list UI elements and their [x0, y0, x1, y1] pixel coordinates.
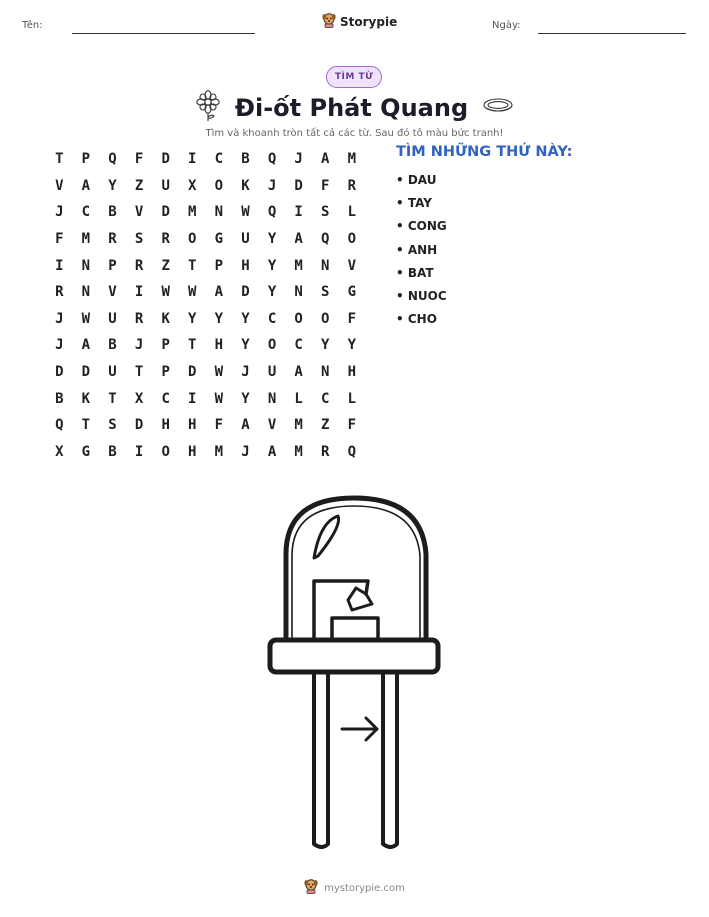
- grid-letter[interactable]: N: [321, 257, 330, 274]
- grid-letter[interactable]: R: [134, 310, 144, 327]
- grid-letter[interactable]: A: [294, 231, 303, 248]
- grid-row: [46, 412, 365, 439]
- grid-letter[interactable]: R: [161, 231, 170, 248]
- grid-letter[interactable]: J: [134, 337, 144, 354]
- grid-letter[interactable]: O: [161, 443, 170, 460]
- grid-letter[interactable]: N: [81, 257, 91, 274]
- flower-icon: [195, 90, 221, 126]
- grid-row: [46, 306, 365, 333]
- grid-letter[interactable]: D: [134, 417, 144, 434]
- word-list-item: • BAT: [396, 265, 434, 280]
- grid-letter[interactable]: M: [294, 257, 303, 274]
- grid-letter[interactable]: B: [55, 390, 64, 407]
- grid-letter[interactable]: H: [241, 257, 250, 274]
- grid-letter[interactable]: L: [347, 390, 357, 407]
- grid-letter[interactable]: H: [347, 364, 357, 381]
- grid-letter[interactable]: D: [241, 284, 250, 301]
- grid-letter[interactable]: J: [267, 177, 277, 194]
- grid-letter[interactable]: I: [188, 390, 197, 407]
- grid-letter[interactable]: K: [241, 177, 250, 194]
- grid-letter[interactable]: T: [81, 417, 91, 434]
- grid-letter[interactable]: N: [294, 284, 303, 301]
- grid-letter[interactable]: I: [55, 257, 64, 274]
- grid-letter[interactable]: R: [321, 443, 330, 460]
- grid-letter[interactable]: R: [134, 257, 144, 274]
- name-line[interactable]: [72, 33, 255, 34]
- grid-letter[interactable]: U: [108, 310, 117, 327]
- word-list-title: TÌM NHỮNG THỨ NÀY:: [396, 144, 573, 160]
- grid-letter[interactable]: C: [161, 390, 170, 407]
- brand-name: Storypie: [340, 15, 398, 29]
- grid-letter[interactable]: J: [55, 337, 64, 354]
- grid-letter[interactable]: G: [347, 284, 357, 301]
- grid-letter[interactable]: W: [161, 284, 170, 301]
- grid-letter[interactable]: P: [81, 151, 91, 168]
- grid-letter[interactable]: Y: [214, 310, 224, 327]
- grid-letter[interactable]: M: [188, 204, 197, 221]
- grid-letter[interactable]: D: [81, 364, 91, 381]
- grid-letter[interactable]: T: [108, 390, 117, 407]
- grid-letter[interactable]: M: [294, 417, 303, 434]
- brand: [322, 12, 397, 32]
- dog-mascot-icon: [304, 878, 318, 898]
- grid-letter[interactable]: U: [267, 364, 277, 381]
- grid-letter[interactable]: J: [55, 204, 64, 221]
- grid-letter[interactable]: R: [347, 177, 357, 194]
- grid-letter[interactable]: Z: [321, 417, 330, 434]
- grid-letter[interactable]: Y: [241, 337, 250, 354]
- grid-letter[interactable]: V: [134, 204, 144, 221]
- grid-letter[interactable]: C: [214, 151, 224, 168]
- grid-letter[interactable]: S: [134, 231, 144, 248]
- grid-letter[interactable]: M: [294, 443, 303, 460]
- grid-letter[interactable]: B: [108, 443, 117, 460]
- grid-letter[interactable]: V: [267, 417, 277, 434]
- grid-letter[interactable]: D: [188, 364, 197, 381]
- grid-row: [46, 226, 365, 253]
- grid-letter[interactable]: C: [294, 337, 303, 354]
- grid-letter[interactable]: A: [81, 337, 91, 354]
- grid-letter[interactable]: H: [188, 443, 197, 460]
- grid-letter[interactable]: V: [55, 177, 64, 194]
- grid-letter[interactable]: W: [241, 204, 250, 221]
- grid-letter[interactable]: U: [241, 231, 250, 248]
- grid-letter[interactable]: S: [321, 284, 330, 301]
- grid-letter[interactable]: I: [188, 151, 197, 168]
- grid-letter[interactable]: Y: [321, 337, 330, 354]
- grid-letter[interactable]: D: [161, 151, 170, 168]
- grid-letter[interactable]: F: [321, 177, 330, 194]
- grid-letter[interactable]: M: [347, 151, 357, 168]
- word-search-grid[interactable]: [46, 146, 365, 465]
- grid-letter[interactable]: F: [55, 231, 64, 248]
- grid-letter[interactable]: M: [214, 443, 224, 460]
- grid-letter[interactable]: Q: [347, 443, 357, 460]
- grid-letter[interactable]: K: [161, 310, 170, 327]
- page-title: Đi-ốt Phát Quang: [234, 94, 469, 122]
- word-list: [396, 170, 447, 332]
- grid-letter[interactable]: A: [294, 364, 303, 381]
- worksheet-type-badge: TÌM TỪ: [326, 66, 382, 88]
- grid-letter[interactable]: Y: [241, 310, 250, 327]
- grid-letter[interactable]: J: [55, 310, 64, 327]
- grid-letter[interactable]: Z: [134, 177, 144, 194]
- word-list-item: • TAY: [396, 196, 432, 211]
- grid-letter[interactable]: X: [188, 177, 197, 194]
- grid-letter[interactable]: A: [321, 151, 330, 168]
- grid-letter[interactable]: O: [267, 337, 277, 354]
- grid-letter[interactable]: N: [81, 284, 91, 301]
- grid-letter[interactable]: Y: [267, 284, 277, 301]
- grid-row: [46, 359, 365, 386]
- grid-letter[interactable]: W: [81, 310, 91, 327]
- grid-letter[interactable]: B: [108, 337, 117, 354]
- grid-letter[interactable]: G: [81, 443, 91, 460]
- grid-letter[interactable]: M: [81, 231, 91, 248]
- grid-letter[interactable]: P: [214, 257, 224, 274]
- footer: [0, 878, 709, 898]
- grid-letter[interactable]: V: [347, 257, 357, 274]
- grid-letter[interactable]: Q: [55, 417, 64, 434]
- grid-letter[interactable]: X: [134, 390, 144, 407]
- grid-letter[interactable]: O: [294, 310, 303, 327]
- date-label: Ngày:: [492, 20, 521, 31]
- grid-letter[interactable]: N: [214, 204, 224, 221]
- grid-letter[interactable]: Y: [267, 231, 277, 248]
- date-line[interactable]: [538, 33, 686, 34]
- grid-letter[interactable]: T: [55, 151, 64, 168]
- grid-letter[interactable]: P: [108, 257, 117, 274]
- grid-letter[interactable]: Q: [321, 231, 330, 248]
- grid-letter[interactable]: F: [214, 417, 224, 434]
- grid-letter[interactable]: N: [267, 390, 277, 407]
- grid-letter[interactable]: Z: [161, 257, 170, 274]
- grid-row: [46, 199, 365, 226]
- grid-letter[interactable]: F: [347, 417, 357, 434]
- grid-letter[interactable]: Y: [188, 310, 197, 327]
- grid-letter[interactable]: J: [241, 443, 250, 460]
- grid-letter[interactable]: J: [241, 364, 250, 381]
- grid-letter[interactable]: A: [81, 177, 91, 194]
- grid-letter[interactable]: H: [188, 417, 197, 434]
- grid-letter[interactable]: D: [161, 204, 170, 221]
- grid-letter[interactable]: X: [55, 443, 64, 460]
- grid-letter[interactable]: K: [81, 390, 91, 407]
- grid-letter[interactable]: Y: [241, 390, 250, 407]
- grid-letter[interactable]: B: [108, 204, 117, 221]
- grid-letter[interactable]: F: [134, 151, 144, 168]
- grid-letter[interactable]: D: [55, 364, 64, 381]
- grid-letter[interactable]: R: [108, 231, 117, 248]
- grid-letter[interactable]: S: [108, 417, 117, 434]
- word-list-item: • NUOC: [396, 288, 447, 303]
- grid-letter[interactable]: F: [347, 310, 357, 327]
- instructions: Tìm và khoanh tròn tất cả các từ. Sau đó tô màu bức tranh!: [205, 128, 504, 139]
- grid-letter[interactable]: O: [214, 177, 224, 194]
- grid-letter[interactable]: A: [241, 417, 250, 434]
- grid-letter[interactable]: B: [241, 151, 250, 168]
- grid-letter[interactable]: W: [214, 390, 224, 407]
- grid-letter[interactable]: I: [134, 284, 144, 301]
- grid-letter[interactable]: U: [161, 177, 170, 194]
- grid-letter[interactable]: H: [214, 337, 224, 354]
- grid-letter[interactable]: H: [161, 417, 170, 434]
- grid-letter[interactable]: Q: [267, 204, 277, 221]
- grid-letter[interactable]: R: [55, 284, 64, 301]
- grid-letter[interactable]: O: [347, 231, 357, 248]
- grid-letter[interactable]: T: [188, 257, 197, 274]
- grid-row: [46, 279, 365, 306]
- grid-letter[interactable]: W: [188, 284, 197, 301]
- grid-letter[interactable]: A: [214, 284, 224, 301]
- grid-letter[interactable]: C: [81, 204, 91, 221]
- grid-row: [46, 332, 365, 359]
- grid-row: [46, 173, 365, 200]
- grid-letter[interactable]: Y: [108, 177, 117, 194]
- grid-letter[interactable]: D: [294, 177, 303, 194]
- footer-url: mystorypie.com: [324, 882, 405, 894]
- grid-row: [46, 439, 365, 466]
- grid-letter[interactable]: Y: [347, 337, 357, 354]
- grid-letter[interactable]: I: [294, 204, 303, 221]
- grid-row: [46, 385, 365, 412]
- grid-row: [46, 146, 365, 173]
- grid-letter[interactable]: N: [321, 364, 330, 381]
- grid-letter[interactable]: Q: [108, 151, 117, 168]
- led-diode-drawing: [262, 492, 447, 858]
- grid-letter[interactable]: O: [321, 310, 330, 327]
- grid-letter[interactable]: Q: [267, 151, 277, 168]
- word-list-item: • CONG: [396, 219, 447, 234]
- grid-letter[interactable]: S: [321, 204, 330, 221]
- grid-letter[interactable]: L: [294, 390, 303, 407]
- grid-letter[interactable]: O: [188, 231, 197, 248]
- grid-letter[interactable]: G: [214, 231, 224, 248]
- word-list-item: • ANH: [396, 242, 438, 257]
- grid-letter[interactable]: J: [294, 151, 303, 168]
- grid-letter[interactable]: Y: [267, 257, 277, 274]
- grid-letter[interactable]: V: [108, 284, 117, 301]
- grid-letter[interactable]: U: [108, 364, 117, 381]
- name-label: Tên:: [22, 20, 43, 31]
- grid-row: [46, 252, 365, 279]
- bowl-icon: [482, 97, 514, 119]
- grid-letter[interactable]: L: [347, 204, 357, 221]
- dog-mascot-icon: [322, 12, 336, 32]
- grid-letter[interactable]: P: [161, 364, 170, 381]
- word-list-item: • CHO: [396, 312, 437, 327]
- grid-letter[interactable]: W: [214, 364, 224, 381]
- grid-letter[interactable]: I: [134, 443, 144, 460]
- grid-letter[interactable]: T: [188, 337, 197, 354]
- grid-letter[interactable]: C: [267, 310, 277, 327]
- grid-letter[interactable]: A: [267, 443, 277, 460]
- grid-letter[interactable]: C: [321, 390, 330, 407]
- grid-letter[interactable]: P: [161, 337, 170, 354]
- title-row: [0, 90, 709, 126]
- word-list-item: • DAU: [396, 173, 437, 187]
- grid-letter[interactable]: T: [134, 364, 144, 381]
